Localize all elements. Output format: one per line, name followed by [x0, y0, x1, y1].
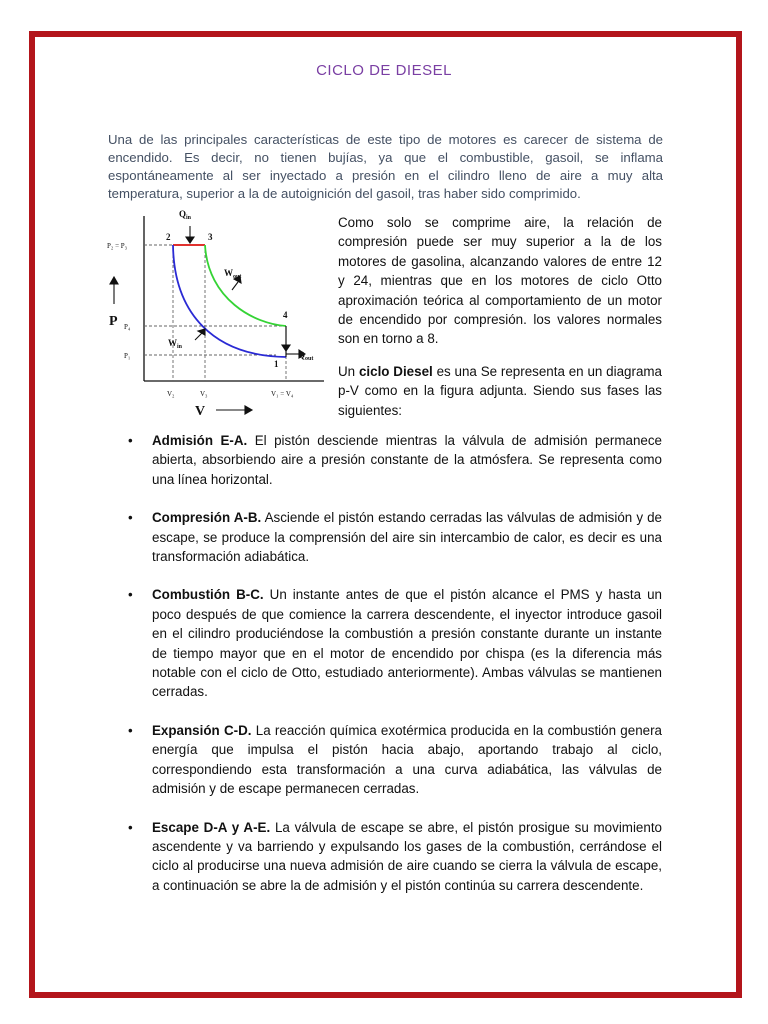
bullet-icon: •: [128, 722, 133, 738]
x-axis-label: V: [195, 404, 206, 419]
bullet-icon: •: [128, 433, 133, 448]
point-label-4: 4: [283, 310, 288, 320]
w-out-label: $W_{out}$: [224, 268, 242, 280]
diesel-cycle-paragraph: Un ciclo Diesel es una Se representa en un diagrama p-V como en la figura adjunta. Siendo sus fases las siguientes:: [338, 364, 662, 418]
pv-diagram: [104, 204, 328, 420]
compression-ratio-paragraph: Como solo se comprime aire, la relación de compresión puede ser muy superior a la de los motores de gasolina, alcanzando valores de entre 12 y 24, mientras que en los motores de ciclo Otto aproximación teórica al comportamiento de un motor de encendido por compresión. los valores normales son en torno a 8.: [338, 215, 662, 347]
w-in-label: $W_{in}$: [168, 338, 183, 350]
y-axis-direction-arrowhead: [110, 277, 118, 284]
y-tick-p4: P₄: [124, 323, 131, 331]
point-label-1: 1: [274, 359, 279, 369]
phase-item-combustion: • Combustión B-C. Un instante antes de que el pistón alcance el PMS y hasta un poco después de que comience la carrera descendente, el inyector introduce gasoil en el cilindro produciéndose la combustión a presión constante durante un instante de tiempo mayor que en el motor de encendido por chispa (es la diferencia más notable con el ciclo de Otto, estudiado anteriormente). Ambas válvulas se mantienen cerradas.: [128, 587, 662, 700]
x-tick-v2: V₂: [167, 390, 175, 398]
w-in-arrow: [195, 333, 202, 340]
phase-item-compresion: • Compresión A-B. Asciende el pistón estando cerradas las válvulas de admisión y de escape, se produce la comprensión del aire sin intercambio de calor, es decir es una transformación adiabática.: [128, 510, 662, 565]
page-title: CICLO DE DIESEL: [316, 62, 452, 79]
expansion-curve: [205, 245, 286, 326]
q-in-label: $Q_{in}$: [179, 209, 192, 221]
phase-item-admision: • Admisión E-A. El pistón desciende mientras la válvula de admisión permanece abierta, absorbiendo aire a presión constante de la atmósfera. Se representa como una línea horizontal.: [128, 433, 662, 487]
q-in-arrowhead: [186, 237, 194, 243]
x-axis-direction-arrowhead: [245, 406, 252, 414]
phase-item-escape: • Escape D-A y A-E. La válvula de escape se abre, el pistón prosigue su movimiento ascendente y va barriendo y expulsando los gases de la combustión, cerrándose el ciclo al producirse una nueva admisión de aire cuando se cierra la válvula de escape, a continuación se abre la de admisión y el pistón continúa su carrera descendente.: [128, 819, 662, 893]
x-tick-v1-v4: V₁ = V₄: [271, 390, 294, 398]
w-out-arrow: [232, 282, 238, 290]
x-tick-v3: V₃: [200, 390, 208, 398]
y-axis-label: P: [109, 314, 118, 329]
bullet-icon: •: [128, 510, 133, 526]
cycle-term: ciclo Diesel: [358, 364, 433, 379]
bullet-icon: •: [128, 819, 133, 835]
q-out-label: $Q_{out}$: [298, 350, 314, 362]
bullet-icon: •: [128, 587, 133, 603]
phases-list: [128, 431, 662, 914]
heat-rejection-arrowhead: [282, 345, 290, 351]
phase-item-expansion: • Expansión C-D. La reacción química exotérmica producida en la combustión genera energía que impulsa el pistón hacia abajo, aportando trabajo al ciclo, correspondiendo esta transformación a una curva adiabática, las válvulas de admisión y de escape permanecen cerradas.: [128, 722, 663, 797]
point-label-3: 3: [208, 232, 213, 242]
y-tick-p1: P₁: [124, 352, 131, 360]
intro-paragraph: Una de las principales características de este tipo de motores es carecer de sistema de encendido. Es decir, no tienen bujías, ya que el combustible, gasoil, se inflama espontáneamente al ser inyectado a presión en el cilindro lleno de aire a muy alta temperatura, superior a la de autoignición del gasoil, tras haber sido comprimido.: [108, 132, 663, 201]
point-label-2: 2: [166, 232, 171, 242]
y-tick-p2-p3: P₂ = P₃: [107, 242, 128, 250]
